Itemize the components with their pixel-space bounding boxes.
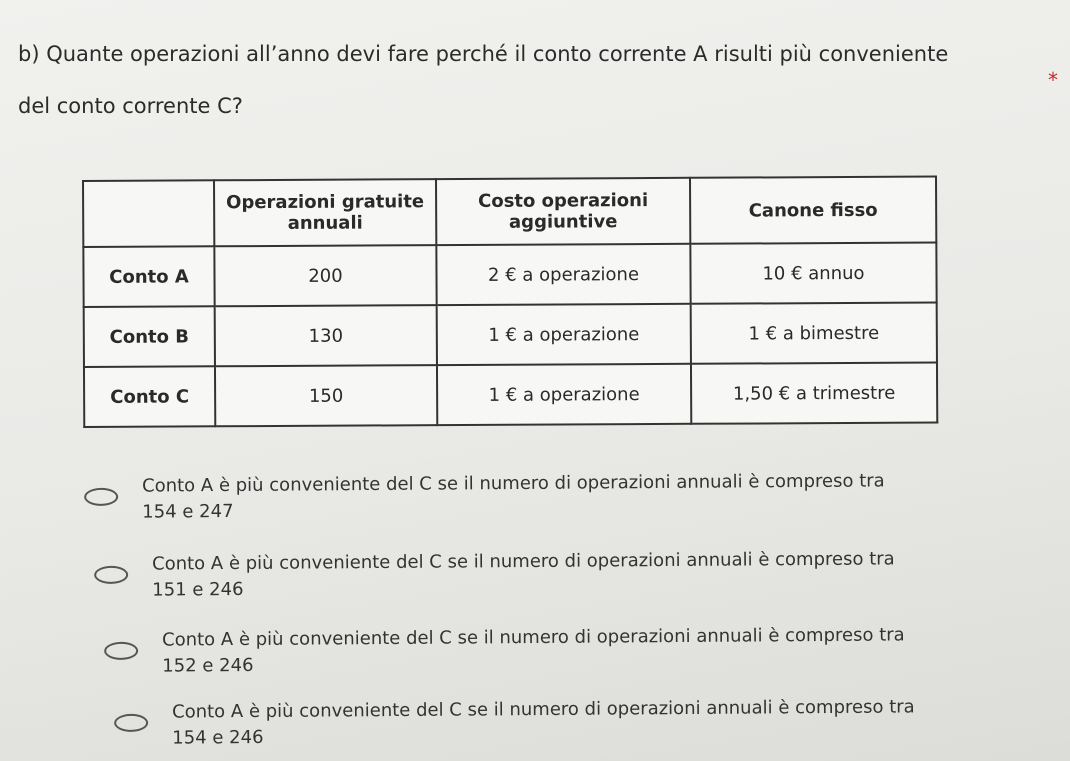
table-header-row	[83, 177, 936, 247]
table-cell: Conto B	[84, 306, 215, 367]
table-row	[83, 243, 936, 307]
radio-button[interactable]	[94, 566, 128, 584]
table-cell: 10 € annuo	[690, 243, 936, 304]
option-label	[162, 621, 1042, 679]
option-label	[152, 545, 1032, 603]
table-header-fixed-fee: Canone fisso	[690, 177, 936, 244]
table-cell: 1 € a operazione	[437, 304, 691, 365]
option-text: Conto A è più conveniente del C se il numero di operazioni annuali è compreso tra	[152, 548, 895, 575]
option-text: Conto A è più conveniente del C se il numero di operazioni annuali è compreso tra	[162, 624, 905, 651]
table-header-empty	[83, 180, 214, 247]
option-label	[142, 467, 1022, 525]
table-cell: Conto C	[84, 366, 215, 427]
table-cell: 1,50 € a trimestre	[691, 363, 937, 424]
answer-option-2[interactable]	[94, 545, 1032, 604]
radio-button[interactable]	[114, 714, 148, 732]
option-text: Conto A è più conveniente del C se il numero di operazioni annuali è compreso tra	[142, 470, 885, 497]
question-line-1: b) Quante operazioni all’anno devi fare perché il conto corrente A risulti più conveniente	[18, 42, 949, 66]
radio-button[interactable]	[84, 488, 118, 506]
table-header-extra-cost: Costo operazioni aggiuntive	[436, 178, 690, 245]
answer-option-4[interactable]	[114, 693, 1052, 752]
table-row	[84, 363, 937, 427]
table-cell: 130	[215, 305, 437, 366]
table-cell: 1 € a operazione	[437, 364, 691, 425]
table-cell: Conto A	[83, 246, 214, 307]
table-cell: 2 € a operazione	[436, 244, 690, 305]
question-text	[18, 28, 1058, 132]
option-text: Conto A è più conveniente del C se il numero di operazioni annuali è compreso tra	[172, 696, 915, 723]
answer-option-1[interactable]	[84, 467, 1022, 526]
option-range: 151 e 246	[152, 578, 244, 601]
answer-option-3[interactable]	[104, 621, 1042, 680]
option-range: 154 e 246	[172, 726, 264, 749]
table-header-free-operations: Operazioni gratuite annuali	[214, 179, 436, 246]
required-marker: *	[1048, 68, 1058, 92]
accounts-table	[82, 176, 938, 428]
table-row	[84, 303, 937, 367]
radio-button[interactable]	[104, 642, 138, 660]
option-range: 152 e 246	[162, 654, 254, 677]
option-label	[172, 693, 1052, 751]
option-range: 154 e 247	[142, 500, 234, 523]
table-cell: 150	[215, 365, 437, 426]
table-cell: 1 € a bimestre	[691, 303, 937, 364]
question-line-2: del conto corrente C?	[18, 94, 243, 118]
table-cell: 200	[214, 245, 436, 306]
